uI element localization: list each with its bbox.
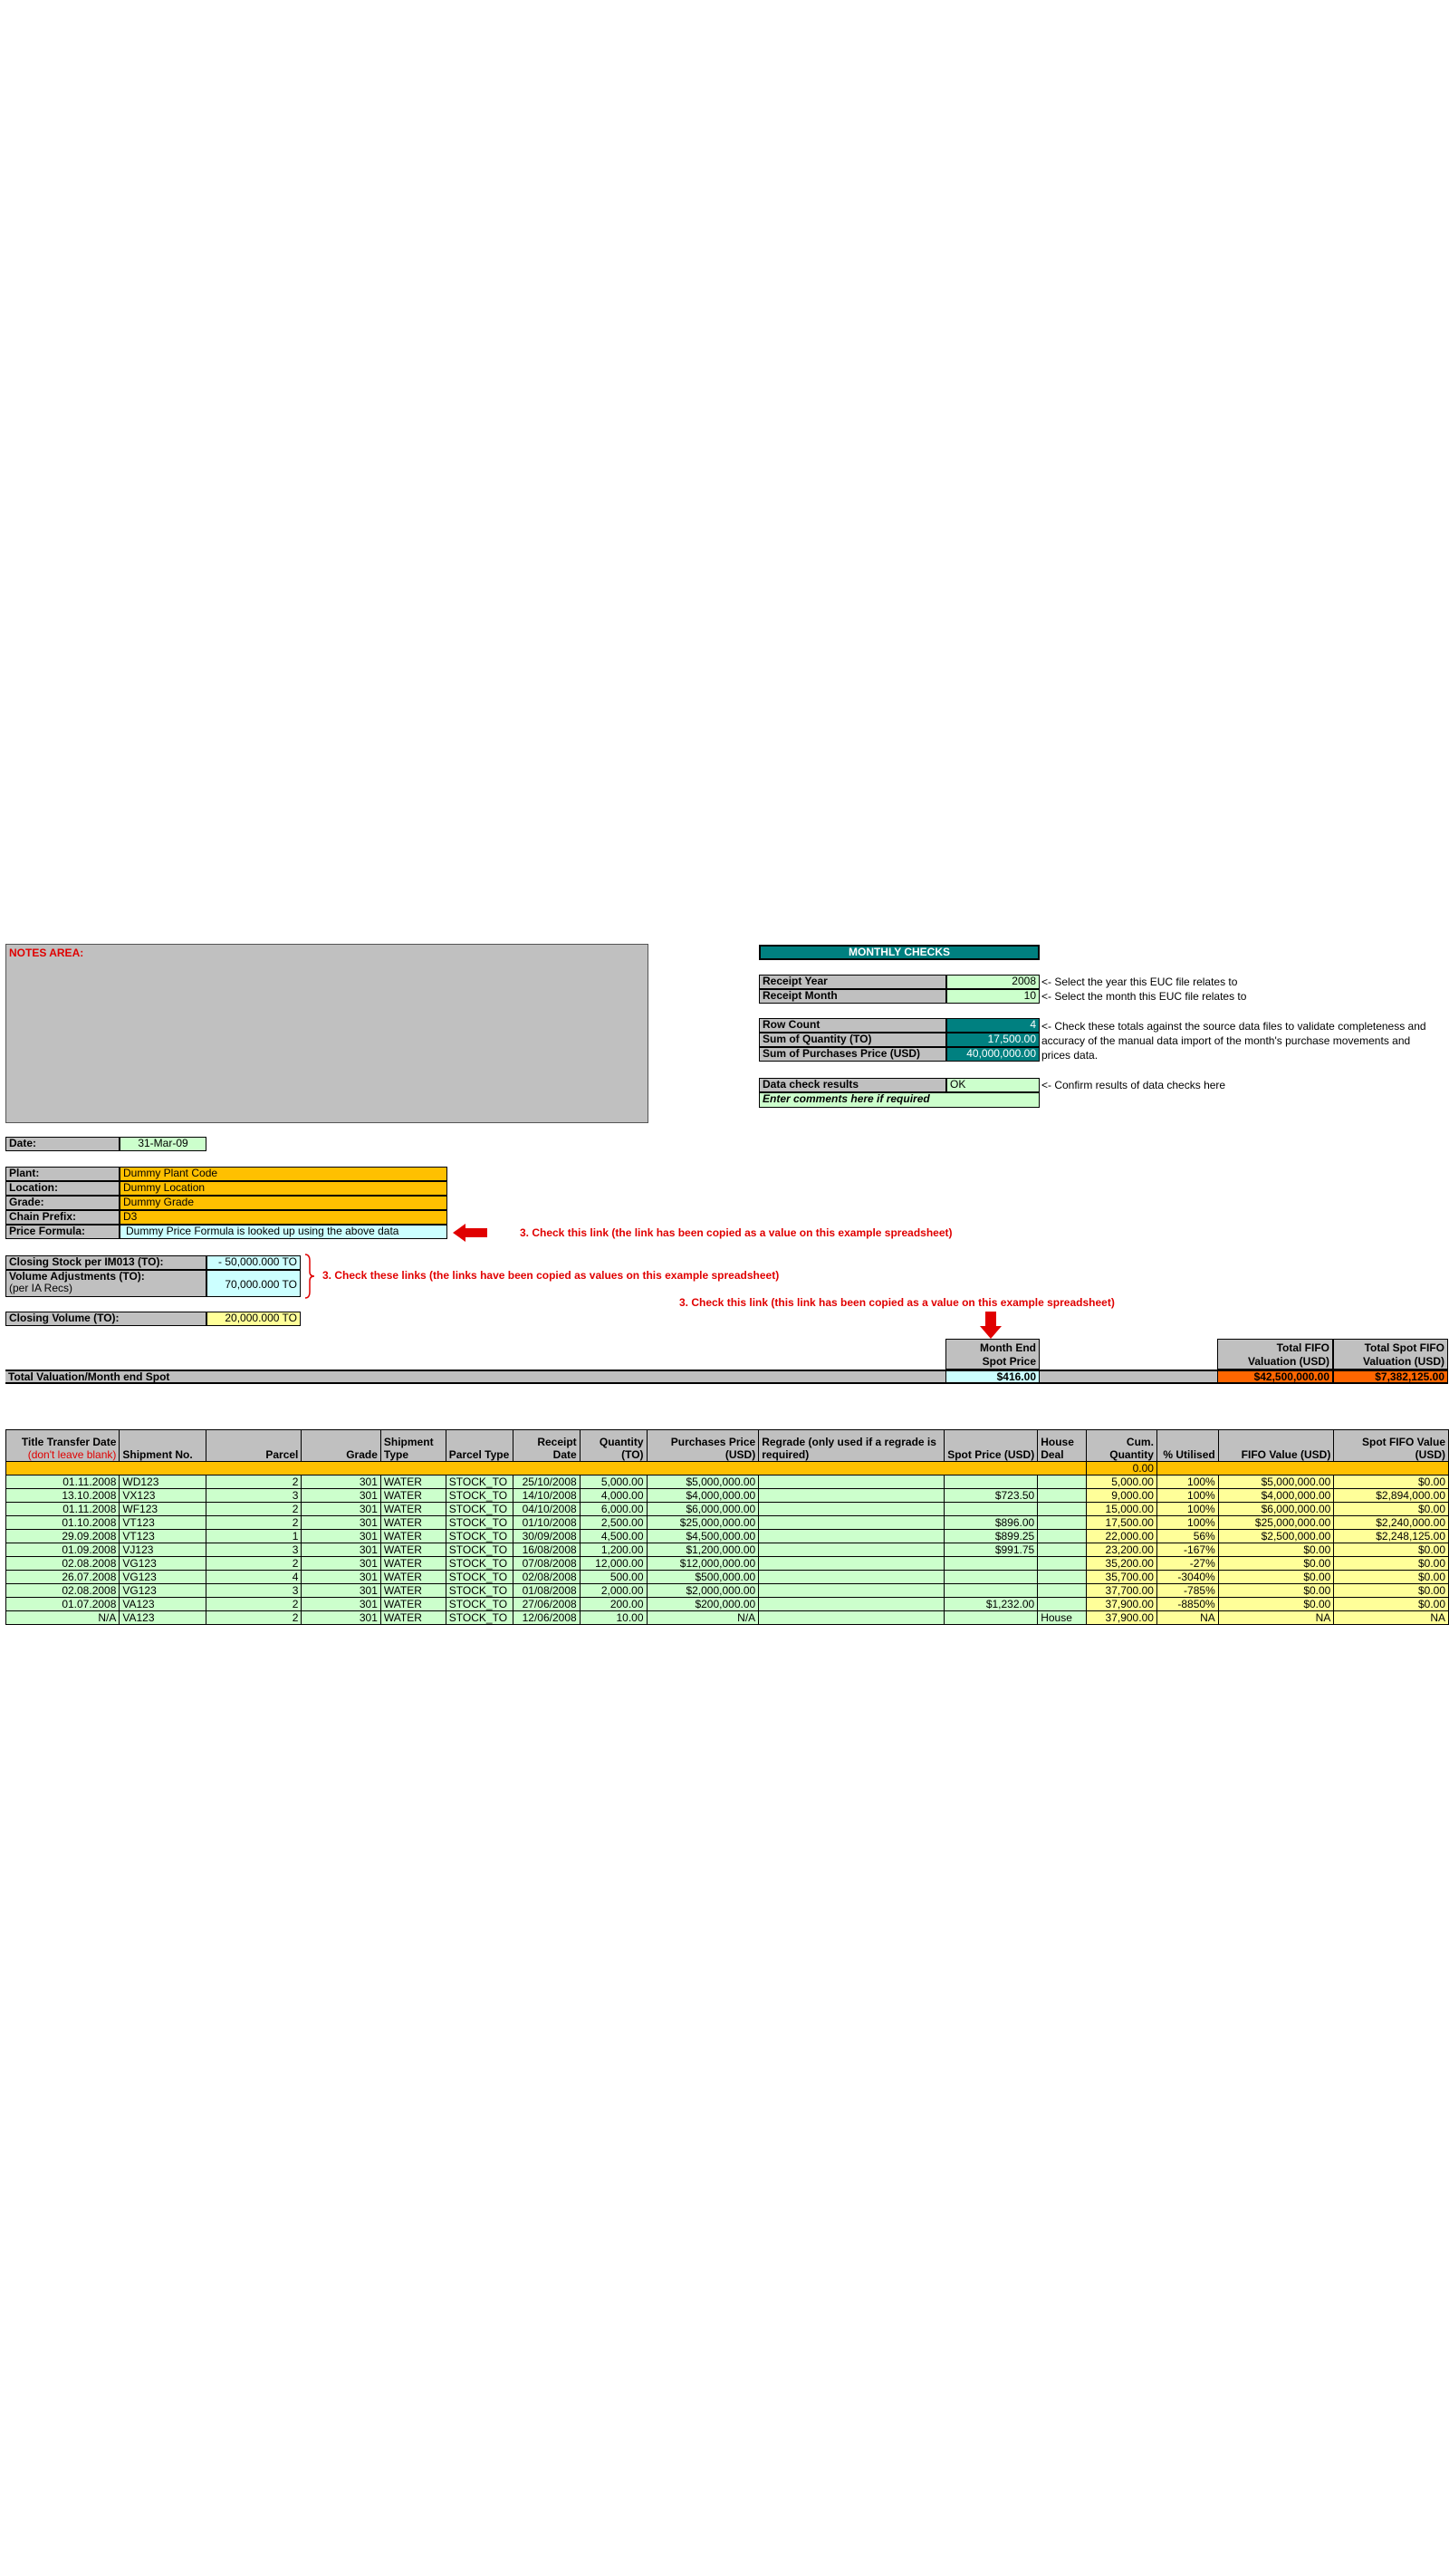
cell-parcel-type[interactable]: STOCK_TO: [446, 1584, 513, 1598]
cell-purchases-price[interactable]: $4,000,000.00: [647, 1489, 759, 1503]
cell-shipment-no[interactable]: VX123: [120, 1489, 206, 1503]
cell-spot-price[interactable]: [944, 1611, 1038, 1625]
cell-title-transfer-date[interactable]: 13.10.2008: [6, 1489, 120, 1503]
row-count-label: Row Count: [759, 1018, 946, 1033]
cell-shipment-type[interactable]: WATER: [380, 1489, 446, 1503]
cell-utilised: -785%: [1156, 1584, 1218, 1598]
cell-regrade[interactable]: [759, 1611, 944, 1625]
cell-cum-quantity: 35,700.00: [1087, 1571, 1157, 1584]
total-valuation-label: Total Valuation/Month end Spot: [8, 1370, 170, 1383]
cell-parcel[interactable]: 2: [206, 1611, 302, 1625]
cell-shipment-type[interactable]: WATER: [380, 1571, 446, 1584]
cell-house-deal[interactable]: [1038, 1503, 1087, 1516]
cell-cum-quantity: 5,000.00: [1087, 1475, 1157, 1489]
cell-spot-fifo-value: $0.00: [1334, 1584, 1449, 1598]
cell-title-transfer-date[interactable]: 02.08.2008: [6, 1557, 120, 1571]
cell-house-deal[interactable]: [1038, 1489, 1087, 1503]
cell-spot-price[interactable]: $723.50: [944, 1489, 1038, 1503]
cell-parcel-type[interactable]: STOCK_TO: [446, 1530, 513, 1543]
cell-shipment-no[interactable]: VG123: [120, 1584, 206, 1598]
cell-purchases-price[interactable]: N/A: [647, 1611, 759, 1625]
cell-shipment-no[interactable]: VT123: [120, 1516, 206, 1530]
price-formula-value[interactable]: Dummy Price Formula is looked up using the above data: [120, 1225, 447, 1239]
cell-cum-quantity: 22,000.00: [1087, 1530, 1157, 1543]
cell-house-deal[interactable]: [1038, 1543, 1087, 1557]
cell-parcel[interactable]: 2: [206, 1557, 302, 1571]
cell-utilised: 100%: [1156, 1475, 1218, 1489]
plant-value[interactable]: Dummy Plant Code: [120, 1167, 447, 1181]
totals-note-line-3: prices data.: [1041, 1049, 1099, 1062]
cell-spot-fifo-value: $2,248,125.00: [1334, 1530, 1449, 1543]
spot-price-header: [945, 1339, 1040, 1370]
cell-title-transfer-date[interactable]: 02.08.2008: [6, 1584, 120, 1598]
chain-prefix-value[interactable]: D3: [120, 1210, 447, 1225]
cell-parcel[interactable]: 2: [206, 1475, 302, 1489]
col-fifo-value: FIFO Value (USD): [1218, 1430, 1334, 1462]
spot-price-value[interactable]: $416.00: [945, 1370, 1040, 1384]
cell-shipment-type[interactable]: WATER: [380, 1530, 446, 1543]
cell-receipt-date[interactable]: 30/09/2008: [513, 1530, 580, 1543]
cell-spot-fifo-value: $0.00: [1334, 1475, 1449, 1489]
table-header-row: [6, 1430, 1449, 1462]
totals-note-line-2: accuracy of the manual data import of the month's purchase movements and: [1041, 1034, 1411, 1047]
cell-grade[interactable]: 301: [302, 1475, 381, 1489]
cell-utilised: 100%: [1156, 1516, 1218, 1530]
col-purchases-price: Purchases Price (USD): [647, 1430, 759, 1462]
cell-shipment-no[interactable]: WD123: [120, 1475, 206, 1489]
cell-spot-price[interactable]: $1,232.00: [944, 1598, 1038, 1611]
cell-grade[interactable]: 301: [302, 1611, 381, 1625]
volume-adjustments-title: Volume Adjustments (TO):: [9, 1270, 145, 1283]
cell-fifo-value: $0.00: [1218, 1571, 1334, 1584]
cell-fifo-value: $5,000,000.00: [1218, 1475, 1334, 1489]
cell-purchases-price[interactable]: $500,000.00: [647, 1571, 759, 1584]
cell-fifo-value: $0.00: [1218, 1557, 1334, 1571]
cell-grade[interactable]: 301: [302, 1557, 381, 1571]
spot-price-header-line-2: Spot Price: [982, 1355, 1036, 1368]
volume-adjustments-sub: (per IA Recs): [9, 1282, 73, 1294]
cell-title-transfer-date[interactable]: 01.07.2008: [6, 1598, 120, 1611]
cell-grade[interactable]: 301: [302, 1584, 381, 1598]
closing-stock-label: Closing Stock per IM013 (TO):: [5, 1255, 206, 1270]
sum-price-label: Sum of Purchases Price (USD): [759, 1047, 946, 1062]
cell-grade[interactable]: 301: [302, 1571, 381, 1584]
price-formula-label: Price Formula:: [5, 1225, 120, 1239]
cell-regrade[interactable]: [759, 1530, 944, 1543]
cell-shipment-type[interactable]: WATER: [380, 1557, 446, 1571]
col-shipment-no: Shipment No.: [120, 1430, 206, 1462]
row-count-value: 4: [946, 1018, 1040, 1033]
total-spot-fifo-header-line-2: Valuation (USD): [1362, 1355, 1444, 1368]
volume-adjustments-label: [5, 1270, 206, 1297]
cell-shipment-type[interactable]: WATER: [380, 1598, 446, 1611]
col-title-transfer-date: [6, 1430, 120, 1462]
cell-spot-fifo-value: $2,894,000.00: [1334, 1489, 1449, 1503]
cell-regrade[interactable]: [759, 1571, 944, 1584]
table-row: [6, 1503, 1449, 1516]
cell-parcel[interactable]: 3: [206, 1584, 302, 1598]
table-row: [6, 1489, 1449, 1503]
cell-shipment-no[interactable]: VA123: [120, 1611, 206, 1625]
cell-quantity[interactable]: 4,000.00: [580, 1489, 647, 1503]
location-value[interactable]: Dummy Location: [120, 1181, 447, 1196]
table-row: [6, 1516, 1449, 1530]
cell-shipment-no[interactable]: VA123: [120, 1598, 206, 1611]
cell-cum-quantity: 15,000.00: [1087, 1503, 1157, 1516]
table-row: [6, 1475, 1449, 1489]
cell-regrade[interactable]: [759, 1543, 944, 1557]
cell-fifo-value: NA: [1218, 1611, 1334, 1625]
cell-house-deal[interactable]: [1038, 1571, 1087, 1584]
col-regrade: Regrade (only used if a regrade is required): [759, 1430, 944, 1462]
cell-house-deal[interactable]: [1038, 1584, 1087, 1598]
cell-utilised: 100%: [1156, 1489, 1218, 1503]
cell-parcel[interactable]: 3: [206, 1543, 302, 1557]
table-row: [6, 1557, 1449, 1571]
chain-prefix-label: Chain Prefix:: [5, 1210, 120, 1225]
cell-purchases-price[interactable]: $12,000,000.00: [647, 1557, 759, 1571]
location-label: Location:: [5, 1181, 120, 1196]
cell-quantity[interactable]: 6,000.00: [580, 1503, 647, 1516]
left-arrow-icon: [453, 1224, 489, 1242]
purchases-table: [5, 1429, 1449, 1625]
cell-purchases-price[interactable]: $200,000.00: [647, 1598, 759, 1611]
cell-parcel-type[interactable]: STOCK_TO: [446, 1571, 513, 1584]
cell-receipt-date[interactable]: 27/06/2008: [513, 1598, 580, 1611]
cell-house-deal[interactable]: [1038, 1516, 1087, 1530]
date-label: Date:: [5, 1137, 120, 1151]
cell-receipt-date[interactable]: 01/08/2008: [513, 1584, 580, 1598]
cell-cum-quantity: 17,500.00: [1087, 1516, 1157, 1530]
cell-receipt-date[interactable]: 14/10/2008: [513, 1489, 580, 1503]
cell-title-transfer-date[interactable]: N/A: [6, 1611, 120, 1625]
cell-purchases-price[interactable]: $6,000,000.00: [647, 1503, 759, 1516]
cell-house-deal[interactable]: [1038, 1475, 1087, 1489]
cell-parcel-type[interactable]: STOCK_TO: [446, 1475, 513, 1489]
notes-label: NOTES AREA:: [9, 947, 84, 959]
total-spot-fifo-value: $7,382,125.00: [1333, 1370, 1448, 1384]
table-row: [6, 1543, 1449, 1557]
table-row: [6, 1530, 1449, 1543]
cell-utilised: -167%: [1156, 1543, 1218, 1557]
cell-spot-fifo-value: $0.00: [1334, 1503, 1449, 1516]
col-parcel-type: Parcel Type: [446, 1430, 513, 1462]
cell-shipment-no[interactable]: VJ123: [120, 1543, 206, 1557]
cell-utilised: -8850%: [1156, 1598, 1218, 1611]
receipt-month-select[interactable]: 10: [946, 989, 1040, 1004]
down-arrow-icon: [980, 1312, 1002, 1339]
cell-parcel-type[interactable]: STOCK_TO: [446, 1516, 513, 1530]
col-spot-fifo-value: Spot FIFO Value (USD): [1334, 1430, 1449, 1462]
cell-parcel[interactable]: 2: [206, 1598, 302, 1611]
plant-label: Plant:: [5, 1167, 120, 1181]
cell-utilised: NA: [1156, 1611, 1218, 1625]
cell-receipt-date[interactable]: 12/06/2008: [513, 1611, 580, 1625]
closing-links-note: 3. Check these links (the links have been copied as values on this example spreadsheet): [322, 1269, 780, 1282]
cell-fifo-value: $4,000,000.00: [1218, 1489, 1334, 1503]
cell-regrade[interactable]: [759, 1584, 944, 1598]
cell-regrade[interactable]: [759, 1557, 944, 1571]
cell-receipt-date[interactable]: 16/08/2008: [513, 1543, 580, 1557]
total-fifo-value: $42,500,000.00: [1217, 1370, 1333, 1384]
cell-grade[interactable]: 301: [302, 1489, 381, 1503]
sum-price-value: 40,000,000.00: [946, 1047, 1040, 1062]
cell-cum-quantity: 37,900.00: [1087, 1611, 1157, 1625]
col-cum-quantity: Cum. Quantity: [1087, 1430, 1157, 1462]
cell-purchases-price[interactable]: $5,000,000.00: [647, 1475, 759, 1489]
cell-cum-quantity: 23,200.00: [1087, 1543, 1157, 1557]
cell-spot-price[interactable]: [944, 1571, 1038, 1584]
cell-quantity[interactable]: 4,500.00: [580, 1530, 647, 1543]
cell-spot-fifo-value: $0.00: [1334, 1557, 1449, 1571]
date-value[interactable]: 31-Mar-09: [120, 1137, 206, 1151]
cell-parcel[interactable]: 2: [206, 1516, 302, 1530]
cell-shipment-type[interactable]: WATER: [380, 1584, 446, 1598]
col-quantity: Quantity (TO): [580, 1430, 647, 1462]
cell-spot-price[interactable]: [944, 1557, 1038, 1571]
cell-shipment-no[interactable]: VT123: [120, 1530, 206, 1543]
cell-title-transfer-date[interactable]: 01.11.2008: [6, 1503, 120, 1516]
cell-quantity[interactable]: 12,000.00: [580, 1557, 647, 1571]
col-shipment-type: Shipment Type: [380, 1430, 446, 1462]
cell-parcel[interactable]: 4: [206, 1571, 302, 1584]
cell-spot-price[interactable]: $896.00: [944, 1516, 1038, 1530]
cell-title-transfer-date[interactable]: 01.11.2008: [6, 1475, 120, 1489]
cell-purchases-price[interactable]: $1,200,000.00: [647, 1543, 759, 1557]
total-fifo-header-line-2: Valuation (USD): [1247, 1355, 1329, 1368]
cell-parcel[interactable]: 2: [206, 1503, 302, 1516]
grade-label: Grade:: [5, 1196, 120, 1210]
cell-title-transfer-date[interactable]: 01.09.2008: [6, 1543, 120, 1557]
table-row: [6, 1598, 1449, 1611]
cell-receipt-date[interactable]: 01/10/2008: [513, 1516, 580, 1530]
data-check-label: Data check results: [759, 1078, 946, 1092]
cell-receipt-date[interactable]: 25/10/2008: [513, 1475, 580, 1489]
cell-cum-quantity: 35,200.00: [1087, 1557, 1157, 1571]
cell-cum-quantity: 37,900.00: [1087, 1598, 1157, 1611]
cell-shipment-no[interactable]: VG123: [120, 1571, 206, 1584]
closing-stock-value[interactable]: - 50,000.000 TO: [206, 1255, 301, 1270]
receipt-month-label: Receipt Month: [759, 989, 946, 1004]
receipt-year-label: Receipt Year: [759, 975, 946, 989]
receipt-year-note: <- Select the year this EUC file relates to: [1041, 976, 1238, 988]
cell-grade[interactable]: 301: [302, 1598, 381, 1611]
cell-parcel-type[interactable]: STOCK_TO: [446, 1557, 513, 1571]
cell-spot-price[interactable]: $899.25: [944, 1530, 1038, 1543]
cell-purchases-price[interactable]: $25,000,000.00: [647, 1516, 759, 1530]
notes-area[interactable]: [5, 944, 648, 1123]
cell-purchases-price[interactable]: $4,500,000.00: [647, 1530, 759, 1543]
price-link-note: 3. Check this link (the link has been copied as a value on this example spreadsheet): [520, 1226, 953, 1239]
cell-cum-quantity: 9,000.00: [1087, 1489, 1157, 1503]
cell-regrade[interactable]: [759, 1598, 944, 1611]
cell-title-transfer-date[interactable]: 01.10.2008: [6, 1516, 120, 1530]
closing-volume-label: Closing Volume (TO):: [5, 1312, 206, 1326]
cell-quantity[interactable]: 500.00: [580, 1571, 647, 1584]
cell-utilised: -3040%: [1156, 1571, 1218, 1584]
cell-fifo-value: $25,000,000.00: [1218, 1516, 1334, 1530]
cell-quantity[interactable]: 10.00: [580, 1611, 647, 1625]
cell-regrade[interactable]: [759, 1475, 944, 1489]
cell-utilised: 100%: [1156, 1503, 1218, 1516]
cell-title-transfer-date[interactable]: 26.07.2008: [6, 1571, 120, 1584]
cell-spot-fifo-value: NA: [1334, 1611, 1449, 1625]
total-spot-fifo-header-line-1: Total Spot FIFO: [1364, 1341, 1444, 1354]
cell-regrade[interactable]: [759, 1503, 944, 1516]
cell-quantity[interactable]: 200.00: [580, 1598, 647, 1611]
cell-fifo-value: $0.00: [1218, 1584, 1334, 1598]
spot-link-note: 3. Check this link (this link has been copied as a value on this example spreadsheet): [679, 1296, 1115, 1309]
table-row: [6, 1584, 1449, 1598]
cell-spot-price[interactable]: [944, 1584, 1038, 1598]
cell-purchases-price[interactable]: $2,000,000.00: [647, 1584, 759, 1598]
cell-parcel[interactable]: 1: [206, 1530, 302, 1543]
table-row: [6, 1611, 1449, 1625]
cell-parcel-type[interactable]: STOCK_TO: [446, 1503, 513, 1516]
col-title-transfer-date-text: Title Transfer Date: [21, 1436, 117, 1448]
cell-house-deal[interactable]: [1038, 1557, 1087, 1571]
cell-spot-price[interactable]: [944, 1503, 1038, 1516]
cell-shipment-no[interactable]: VG123: [120, 1557, 206, 1571]
cell-spot-fifo-value: $0.00: [1334, 1571, 1449, 1584]
col-parcel: Parcel: [206, 1430, 302, 1462]
col-utilised: % Utilised: [1156, 1430, 1218, 1462]
date-note: (don't leave blank): [27, 1448, 117, 1461]
cell-grade[interactable]: 301: [302, 1503, 381, 1516]
totals-note: [1041, 1019, 1426, 1062]
cell-spot-fifo-value: $2,240,000.00: [1334, 1516, 1449, 1530]
total-fifo-header: [1217, 1339, 1333, 1370]
sum-quantity-label: Sum of Quantity (TO): [759, 1033, 946, 1047]
cell-spot-price[interactable]: [944, 1475, 1038, 1489]
cell-parcel-type[interactable]: STOCK_TO: [446, 1543, 513, 1557]
bracket-icon: [304, 1254, 315, 1299]
cell-receipt-date[interactable]: 07/08/2008: [513, 1557, 580, 1571]
cell-parcel-type[interactable]: STOCK_TO: [446, 1598, 513, 1611]
cell-cum-quantity: 37,700.00: [1087, 1584, 1157, 1598]
total-fifo-header-line-1: Total FIFO: [1276, 1341, 1329, 1354]
cell-fifo-value: $2,500,000.00: [1218, 1530, 1334, 1543]
opening-row-fill: [6, 1462, 1087, 1475]
total-spot-fifo-header: [1333, 1339, 1448, 1370]
cell-shipment-type[interactable]: WATER: [380, 1516, 446, 1530]
cell-grade[interactable]: 301: [302, 1543, 381, 1557]
table-row: [6, 1571, 1449, 1584]
sum-quantity-value: 17,500.00: [946, 1033, 1040, 1047]
cell-shipment-no[interactable]: WF123: [120, 1503, 206, 1516]
data-check-select[interactable]: OK: [946, 1078, 1040, 1092]
volume-adjustments-value[interactable]: 70,000.000 TO: [206, 1270, 301, 1297]
opening-row-fill-end: [1156, 1462, 1448, 1475]
cell-quantity[interactable]: 5,000.00: [580, 1475, 647, 1489]
spot-price-header-line-1: Month End: [980, 1341, 1036, 1354]
cell-shipment-type[interactable]: WATER: [380, 1475, 446, 1489]
cell-regrade[interactable]: [759, 1489, 944, 1503]
opening-row: [6, 1462, 1449, 1475]
cell-grade[interactable]: 301: [302, 1530, 381, 1543]
opening-cum-quantity: 0.00: [1087, 1462, 1157, 1475]
cell-receipt-date[interactable]: 04/10/2008: [513, 1503, 580, 1516]
grade-value[interactable]: Dummy Grade: [120, 1196, 447, 1210]
cell-house-deal[interactable]: House: [1038, 1611, 1087, 1625]
totals-note-line-1: <- Check these totals against the source data files to validate completeness and: [1041, 1020, 1426, 1033]
cell-parcel[interactable]: 3: [206, 1489, 302, 1503]
cell-shipment-type[interactable]: WATER: [380, 1611, 446, 1625]
cell-utilised: -27%: [1156, 1557, 1218, 1571]
cell-shipment-type[interactable]: WATER: [380, 1503, 446, 1516]
cell-title-transfer-date[interactable]: 29.09.2008: [6, 1530, 120, 1543]
cell-spot-fifo-value: $0.00: [1334, 1543, 1449, 1557]
cell-shipment-type[interactable]: WATER: [380, 1543, 446, 1557]
cell-quantity[interactable]: 2,000.00: [580, 1584, 647, 1598]
cell-house-deal[interactable]: [1038, 1530, 1087, 1543]
cell-fifo-value: $0.00: [1218, 1543, 1334, 1557]
comments-input[interactable]: Enter comments here if required: [759, 1092, 1040, 1108]
col-receipt-date: Receipt Date: [513, 1430, 580, 1462]
cell-quantity[interactable]: 2,500.00: [580, 1516, 647, 1530]
receipt-year-select[interactable]: 2008: [946, 975, 1040, 989]
cell-receipt-date[interactable]: 02/08/2008: [513, 1571, 580, 1584]
cell-spot-fifo-value: $0.00: [1334, 1598, 1449, 1611]
col-spot-price: Spot Price (USD): [944, 1430, 1038, 1462]
data-check-note: <- Confirm results of data checks here: [1041, 1079, 1226, 1091]
cell-grade[interactable]: 301: [302, 1516, 381, 1530]
cell-fifo-value: $6,000,000.00: [1218, 1503, 1334, 1516]
cell-parcel-type[interactable]: STOCK_TO: [446, 1611, 513, 1625]
col-house-deal: House Deal: [1038, 1430, 1087, 1462]
cell-house-deal[interactable]: [1038, 1598, 1087, 1611]
cell-regrade[interactable]: [759, 1516, 944, 1530]
cell-fifo-value: $0.00: [1218, 1598, 1334, 1611]
col-grade: Grade: [302, 1430, 381, 1462]
closing-volume-value[interactable]: 20,000.000 TO: [206, 1312, 301, 1326]
cell-parcel-type[interactable]: STOCK_TO: [446, 1489, 513, 1503]
cell-quantity[interactable]: 1,200.00: [580, 1543, 647, 1557]
cell-spot-price[interactable]: $991.75: [944, 1543, 1038, 1557]
monthly-checks-title: MONTHLY CHECKS: [759, 945, 1040, 960]
cell-utilised: 56%: [1156, 1530, 1218, 1543]
receipt-month-note: <- Select the month this EUC file relates to: [1041, 990, 1247, 1003]
